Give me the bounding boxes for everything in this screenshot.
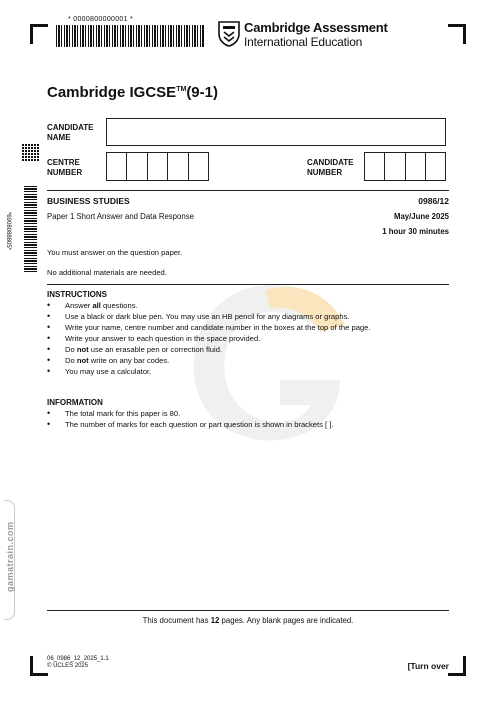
document-reference: 06_0986_12_2025_1.1 (47, 656, 109, 662)
candidate-name-label: CANDIDATE NAME (47, 123, 94, 142)
instructions-heading: INSTRUCTIONS (47, 290, 107, 299)
page-count-note: This document has 12 pages. Any blank pages are indicated. (142, 616, 354, 625)
information-list (47, 408, 333, 430)
centre-number-field[interactable] (106, 152, 209, 181)
side-barcode-code: *6908088805* (5, 211, 12, 251)
information-heading: INFORMATION (47, 398, 103, 407)
instructions-list (47, 300, 371, 377)
crop-mark-top-right (463, 24, 466, 44)
centre-number-label: CENTRE NUMBER (47, 158, 83, 177)
title-suffix: (9-1) (186, 84, 218, 101)
candidate-number-field[interactable] (364, 152, 446, 181)
page-title (47, 84, 218, 101)
instruction-item: • Write your answer to each question in the space provided. (47, 333, 371, 344)
turn-over: [Turn over (407, 661, 449, 671)
top-barcode (56, 25, 204, 47)
title-main: Cambridge IGCSE (47, 84, 177, 101)
information-item: • The number of marks for each question or part question is shown in brackets [ ]. (47, 419, 333, 430)
divider-top (47, 190, 449, 191)
information-item: • The total mark for this paper is 80. (47, 408, 333, 419)
syllabus-code: 0986/12 (418, 196, 449, 206)
candidate-number-label: CANDIDATE NUMBER (307, 158, 354, 177)
divider-bottom (47, 610, 449, 611)
crop-mark-bottom-right (463, 656, 466, 676)
instruction-item: • Answer all questions. (47, 300, 371, 311)
note-answer-on-paper: You must answer on the question paper. (47, 248, 183, 257)
instruction-item: • Use a black or dark blue pen. You may use an HB pencil for any diagrams or graphs. (47, 311, 371, 322)
crop-mark-bottom-left (30, 656, 33, 676)
barcode-number: * 0000800000001 * (68, 16, 134, 23)
exam-session: May/June 2025 (393, 212, 449, 221)
note-no-materials: No additional materials are needed. (47, 268, 167, 277)
subject-title: BUSINESS STUDIES (47, 196, 130, 206)
instruction-item: • Write your name, centre number and candidate number in the boxes at the top of the page. (47, 322, 371, 333)
cambridge-crest-icon (218, 21, 240, 47)
trademark-mark: TM (176, 86, 187, 93)
side-watermark-text: gamatrain.com (5, 521, 15, 592)
crop-mark-top-left (30, 24, 33, 44)
instruction-item: • Do not write on any bar codes. (47, 355, 371, 366)
side-barcode (24, 186, 37, 272)
instruction-item: • Do not use an erasable pen or correction fluid. (47, 344, 371, 355)
paper-name: Paper 1 Short Answer and Data Response (47, 212, 194, 221)
copyright: © UCLES 2025 (47, 663, 89, 669)
logo-line2: International Education (244, 35, 363, 49)
exam-duration: 1 hour 30 minutes (382, 227, 449, 236)
logo-line1: Cambridge Assessment (244, 20, 388, 35)
qr-code (22, 143, 40, 161)
candidate-name-field[interactable] (106, 118, 446, 146)
instruction-item: • You may use a calculator. (47, 366, 371, 377)
